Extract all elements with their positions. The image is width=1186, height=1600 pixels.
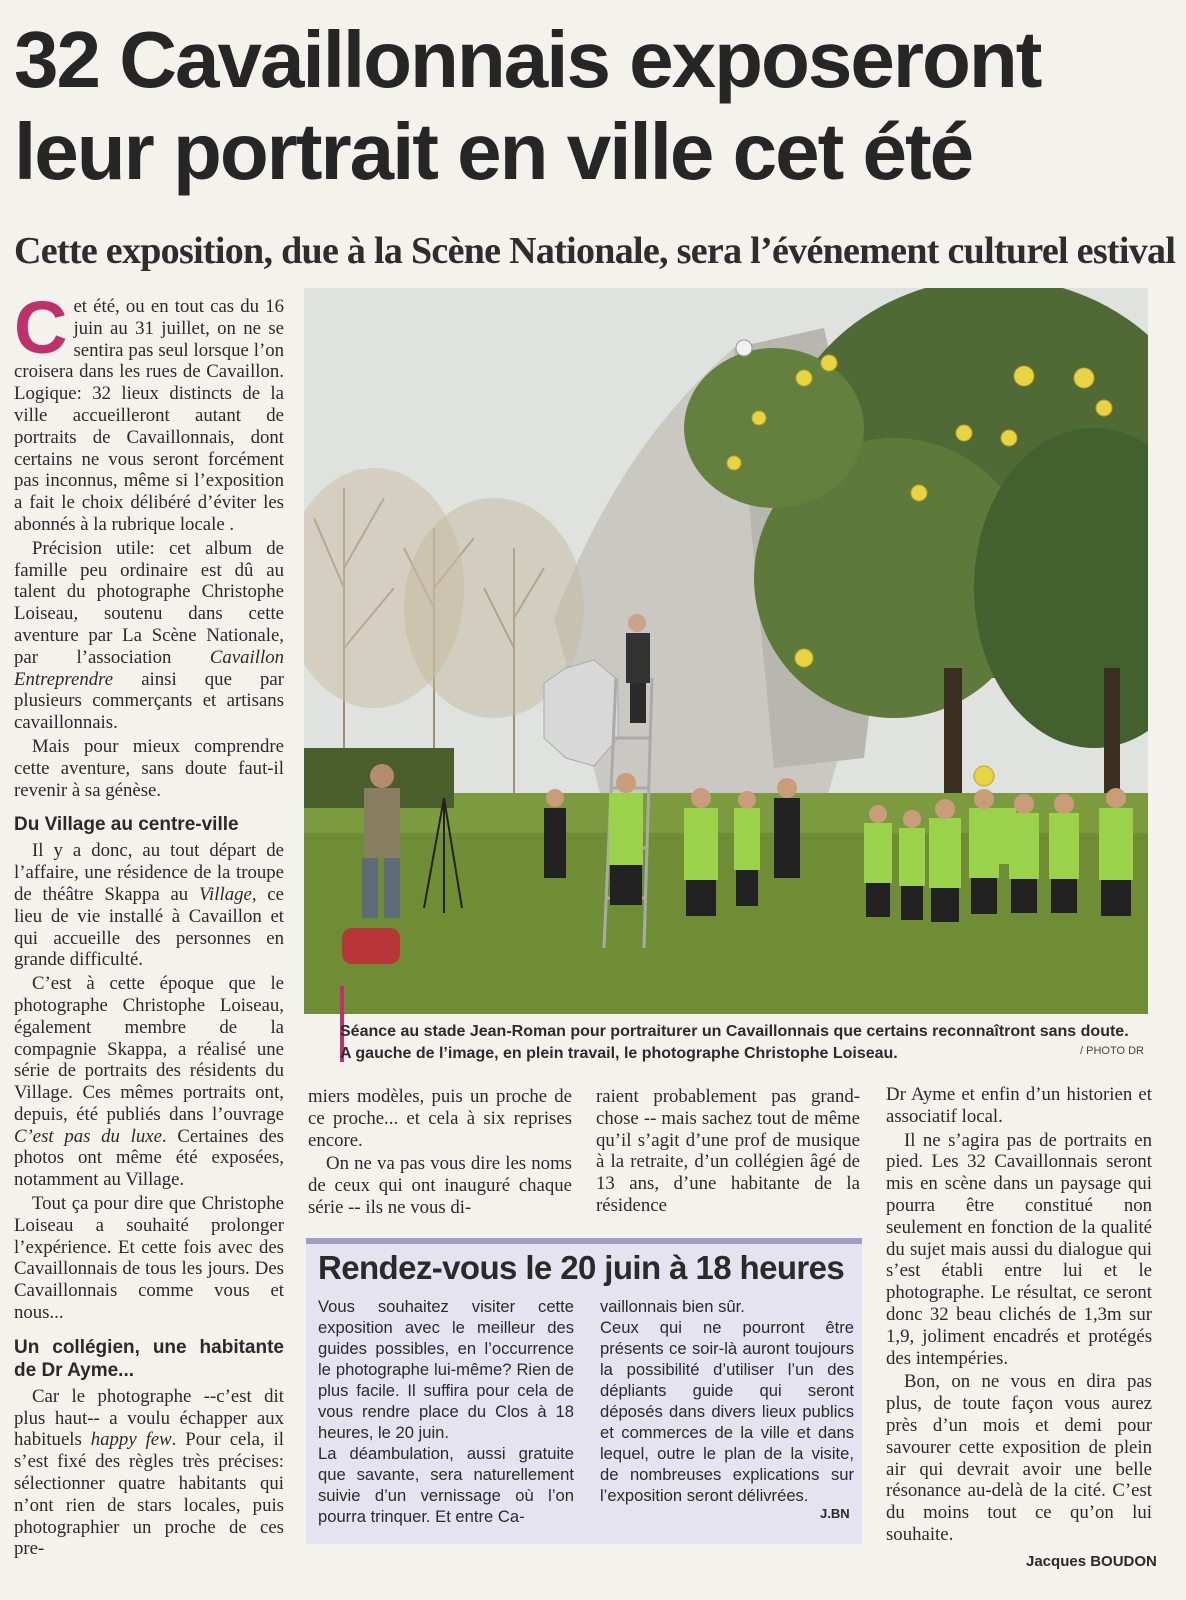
paragraph: miers modèles, puis un proche de ce proche... et cela à six reprises encore. bbox=[308, 1086, 572, 1151]
paragraph: Bon, on ne vous en dira pas plus, de toute façon vous aurez près d’un mois et demi pour savourer cette exposition de plein air qui devrait avoir une belle résonance au-delà de la cité. C’est du moins tout ce qu’on lui souhaite. bbox=[886, 1371, 1152, 1545]
dropcap: C bbox=[14, 286, 68, 369]
paragraph: vaillonnais bien sûr. bbox=[600, 1297, 745, 1316]
paragraph bbox=[14, 286, 284, 536]
paragraph-text: C’est à cette époque que le photographe Christophe Loiseau, également membre de la compagnie Skappa, a réalisé une série de portraits des résidents du Village. Ces mêmes portraits ont, depuis, été publiés dans l’ouvrage bbox=[14, 973, 284, 1125]
paragraph-text: . Certaines des photos ont même été exposées, notamment au Village. bbox=[14, 1125, 284, 1191]
paragraph bbox=[14, 538, 284, 734]
paragraph: Tout ça pour dire que Christophe Loiseau a souhaité prolonger l’expérience. Et cette fois avec des Cavaillonnais de tous les jours. Des Cavaillonnais comme vous et nous... bbox=[14, 1193, 284, 1324]
subtitle: Cette exposition, due à la Scène Nationale, sera l’événement culturel estival bbox=[14, 230, 1176, 272]
paragraph bbox=[14, 1386, 284, 1560]
article-column-2 bbox=[308, 1086, 572, 1221]
paragraph-text: . Pour cela, il s’est fixé des règles très précises: sélectionner quatre habitants qui n’ont rien de stars locales, puis photographier un proche de ces pre- bbox=[14, 1429, 284, 1560]
italic-text: Cavaillon Entreprendre bbox=[14, 646, 284, 690]
paragraph: Vous souhaitez visiter cette exposition avec le meilleur des guides possibles, en l’occurrence le photographe lui-même? Rien de plus facile. Il suffira pour cela de vous rendre place du Clos à 18 heures, le 20 juin. bbox=[318, 1297, 574, 1442]
paragraph: Ceux qui ne pourront être présents ce soir-là auront toujours la possibilité d’utiliser l’un des dépliants guide qui seront déposés dans divers lieux publics et commerces de la ville et dans lequel, outre le plan de la visite, de nombreuses explications sur l’exposition seront délivrées. bbox=[600, 1318, 854, 1505]
info-box-column-1 bbox=[318, 1296, 574, 1527]
paragraph-text: , ce lieu de vie installé à Cavaillon et qui accueille des personnes en grande difficulté. bbox=[14, 883, 284, 971]
italic-text: C’est pas du luxe bbox=[14, 1125, 162, 1147]
paragraph-text: Car le photographe --c’est dit plus haut-- a voulu échapper aux habituels bbox=[14, 1385, 284, 1451]
headline: 32 Cavaillonnais exposeront leur portrait en ville cet été bbox=[14, 15, 1041, 196]
paragraph bbox=[14, 973, 284, 1191]
paragraph bbox=[14, 840, 284, 971]
info-box-title: Rendez-vous le 20 juin à 18 heures bbox=[318, 1249, 845, 1286]
italic-text: Village bbox=[198, 883, 252, 905]
paragraph: Mais pour mieux comprendre cette aventure, sans doute faut-il revenir à sa génèse. bbox=[14, 735, 284, 801]
section-heading: Un collégien, une habitante de Dr Ayme... bbox=[14, 1336, 284, 1381]
paragraph-text: ainsi que par plusieurs commerçants et artisans cavaillonnais. bbox=[14, 668, 284, 734]
photo-credit: / PHOTO DR bbox=[1080, 1045, 1144, 1057]
paragraph-text: Il y a donc, au tout départ de l’affaire, une résidence de la troupe de théâtre Skappa au bbox=[14, 840, 284, 905]
photo-caption: Séance au stade Jean-Roman pour portraiturer un Cavaillonnais que certains reconnaîtront sans doute. A gauche de l’image, en plein travail, le photographe Christophe Loiseau. bbox=[340, 1023, 1129, 1062]
italic-text: happy few bbox=[90, 1429, 172, 1451]
article-column-3 bbox=[596, 1086, 860, 1219]
paragraph: Il ne s’agira pas de portraits en pied. Les 32 Cavaillonnais seront mis en scène dans un paysage qui pourra être constitué non seulement en fonction de la qualité du sujet mais aussi du dialogue qui s’est établi entre lui et le photographe. Le résultat, ce seront donc 32 beau clichés de 1,3m sur 1,9, joliment encadrés et protégés des intempéries. bbox=[886, 1129, 1152, 1369]
article-column-4 bbox=[886, 1084, 1152, 1548]
photo-illustration bbox=[304, 288, 1148, 1014]
article-column-1 bbox=[14, 286, 284, 1562]
author-signature: Jacques BOUDON bbox=[1026, 1553, 1157, 1570]
paragraph-text: Précision utile: cet album de famille peu ordinaire est dû au talent du photographe Christophe Loiseau, soutenu dans cette aventure par La Scène Nationale, par l’association bbox=[14, 537, 284, 668]
section-heading: Du Village au centre-ville bbox=[14, 814, 239, 836]
info-box-column-2 bbox=[600, 1296, 854, 1506]
info-box-signature: J.BN bbox=[820, 1506, 850, 1521]
paragraph: On ne va pas vous dire les noms de ceux qui ont inauguré chaque série -- ils ne vous di- bbox=[308, 1153, 572, 1218]
article-photo bbox=[304, 288, 1148, 1014]
paragraph: Dr Ayme et enfin d’un historien et associatif local. bbox=[886, 1084, 1152, 1127]
paragraph: La déambulation, aussi gratuite que savante, sera naturellement suivie d’un vernissage où l’on pourra trinquer. Et entre Ca- bbox=[318, 1444, 574, 1526]
paragraph: raient probablement pas grand-chose -- mais sachez tout de même qu’il s’agit d’une prof de musique à la retraite, d’un collégien âgé de 13 ans, d’une habitante de la résidence bbox=[596, 1086, 860, 1216]
paragraph-text: et été, ou en tout cas du 16 juin au 31 juillet, on ne se sentira pas seul lorsque l’on croisera dans les rues de Cavaillon. Logique: 32 lieux distincts de la ville accueilleront autant de portraits de Cavaillonnais, dont certains ne vous seront forcément pas inconnus, même si l’exposition a fait le choix délibéré d’éviter les abonnés à la rubrique locale . bbox=[14, 296, 284, 535]
